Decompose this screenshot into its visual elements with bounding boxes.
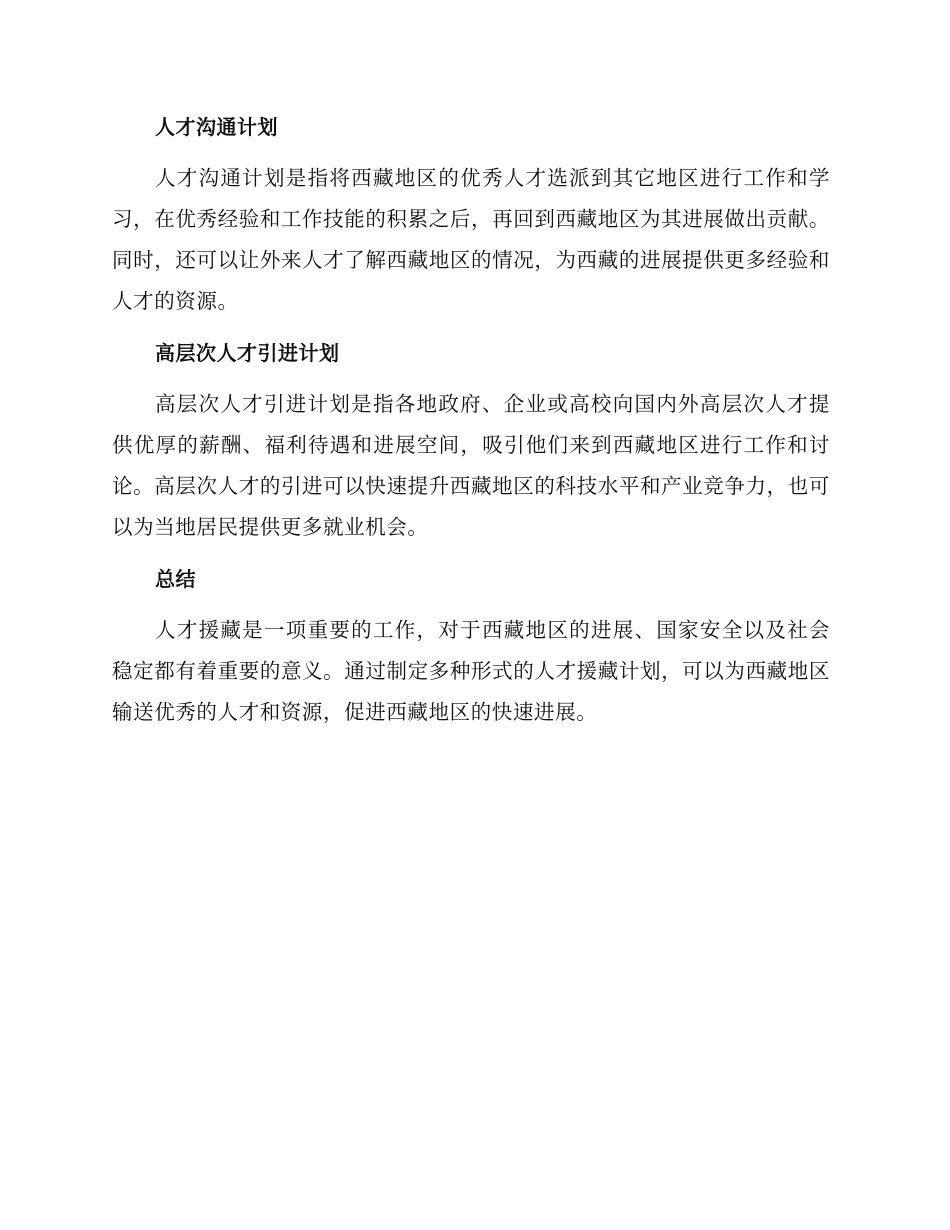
document-body (112, 112, 830, 749)
section-high-level-talent (112, 338, 830, 548)
section-heading: 总结 (155, 567, 196, 591)
section-talent-exchange (112, 112, 830, 322)
section-summary (112, 564, 830, 733)
section-heading: 人才沟通计划 (155, 115, 278, 139)
section-paragraph: 人才援藏是一项重要的工作，对于西藏地区的进展、国家安全以及社会稳定都有着重要的意义。通过制定多种形式的人才援藏计划，可以为西藏地区输送优秀的人才和资源，促进西藏地区的快速进展。 (112, 618, 830, 724)
section-paragraph: 人才沟通计划是指将西藏地区的优秀人才选派到其它地区进行工作和学习，在优秀经验和工作技能的积累之后，再回到西藏地区为其进展做出贡献。同时，还可以让外来人才了解西藏地区的情况，为西藏的进展提供更多经验和人才的资源。 (112, 166, 830, 313)
section-paragraph: 高层次人才引进计划是指各地政府、企业或高校向国内外高层次人才提供优厚的薪酬、福利待遇和进展空间，吸引他们来到西藏地区进行工作和讨论。高层次人才的引进可以快速提升西藏地区的科技水平和产业竞争力，也可以为当地居民提供更多就业机会。 (112, 392, 830, 539)
section-heading: 高层次人才引进计划 (155, 341, 340, 365)
